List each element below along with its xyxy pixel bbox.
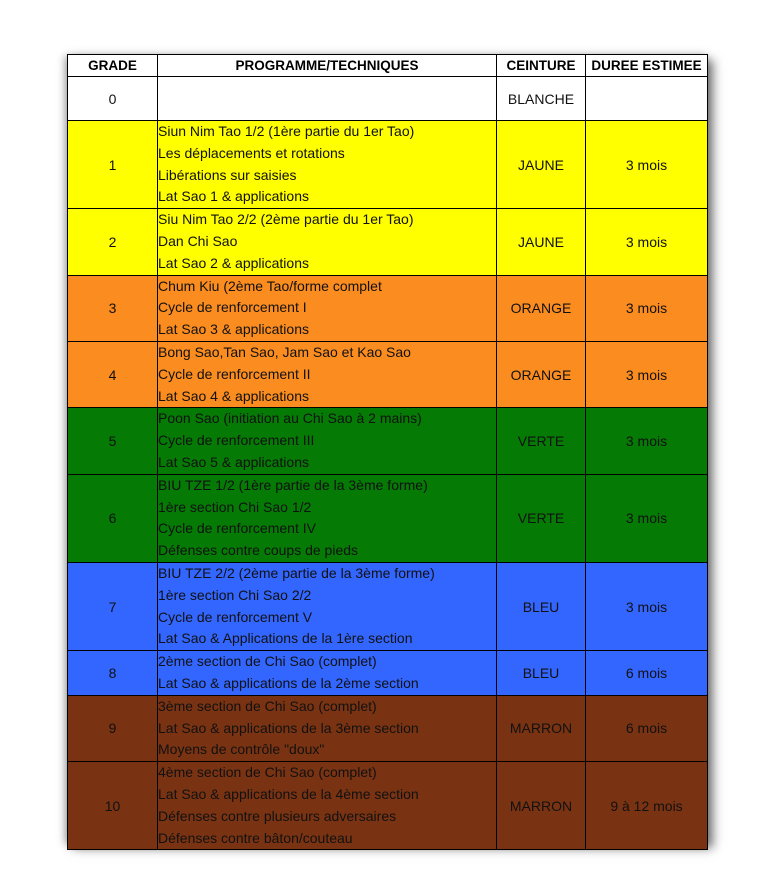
technique-line: Lat Sao & applications de la 2ème section xyxy=(158,674,419,691)
technique-line: Défenses contre plusieurs adversaires xyxy=(158,807,397,824)
programme-cell xyxy=(158,762,497,850)
technique-line: Libérations sur saisies xyxy=(158,166,297,183)
programme-cell xyxy=(158,695,497,761)
technique-line: BIU TZE 1/2 (1ère partie de la 3ème forme) xyxy=(158,476,428,493)
technique-line: Lat Sao 3 & applications xyxy=(158,321,309,338)
table-row xyxy=(68,209,708,275)
programme-cell xyxy=(158,275,497,341)
table-row xyxy=(68,275,708,341)
ceinture-cell: MARRON xyxy=(497,695,586,761)
duree-cell: 3 mois xyxy=(586,275,708,341)
table-row xyxy=(68,562,708,650)
technique-line: Cycle de renforcement II xyxy=(158,365,311,382)
programme-cell xyxy=(158,121,497,209)
ceinture-cell: VERTE xyxy=(497,408,586,474)
table-row xyxy=(68,77,708,121)
ceinture-cell: BLEU xyxy=(497,651,586,696)
grade-cell: 4 xyxy=(68,341,158,407)
technique-line: 1ère section Chi Sao 1/2 xyxy=(158,498,312,515)
technique-line: Les déplacements et rotations xyxy=(158,144,345,161)
duree-cell: 3 mois xyxy=(586,474,708,562)
duree-cell: 3 mois xyxy=(586,408,708,474)
grade-table xyxy=(67,54,708,850)
programme-cell xyxy=(158,341,497,407)
table-row xyxy=(68,341,708,407)
technique-line: Moyens de contrôle "doux" xyxy=(158,741,325,758)
ceinture-cell: JAUNE xyxy=(497,209,586,275)
technique-line: Lat Sao 1 & applications xyxy=(158,188,309,205)
technique-line: Siu Nim Tao 2/2 (2ème partie du 1er Tao) xyxy=(158,211,414,228)
programme-cell xyxy=(158,474,497,562)
duree-cell: 3 mois xyxy=(586,209,708,275)
ceinture-cell: JAUNE xyxy=(497,121,586,209)
duree-cell: 3 mois xyxy=(586,121,708,209)
header-row xyxy=(68,55,708,77)
header-duree: DUREE ESTIMEE xyxy=(586,55,708,77)
technique-line: BIU TZE 2/2 (2ème partie de la 3ème forme) xyxy=(158,564,435,581)
programme-cell xyxy=(158,408,497,474)
technique-line: 2ème section de Chi Sao (complet) xyxy=(158,653,377,670)
grade-cell: 5 xyxy=(68,408,158,474)
duree-cell: 6 mois xyxy=(586,695,708,761)
duree-cell: 6 mois xyxy=(586,651,708,696)
table-row xyxy=(68,695,708,761)
grade-cell: 9 xyxy=(68,695,158,761)
technique-line: Lat Sao 4 & applications xyxy=(158,387,309,404)
technique-line: Cycle de renforcement III xyxy=(158,432,315,449)
grade-cell: 2 xyxy=(68,209,158,275)
ceinture-cell: ORANGE xyxy=(497,341,586,407)
header-ceinture: CEINTURE xyxy=(497,55,586,77)
duree-cell: 3 mois xyxy=(586,562,708,650)
technique-line: 4ème section de Chi Sao (complet) xyxy=(158,764,377,781)
table-row xyxy=(68,408,708,474)
technique-line: Défenses contre coups de pieds xyxy=(158,542,359,559)
technique-line: Cycle de renforcement IV xyxy=(158,520,316,537)
duree-cell: 3 mois xyxy=(586,341,708,407)
technique-line: Bong Sao,Tan Sao, Jam Sao et Kao Sao xyxy=(158,343,411,360)
duree-cell: 9 à 12 mois xyxy=(586,762,708,850)
table-row xyxy=(68,762,708,850)
technique-line: Chum Kiu (2ème Tao/forme complet xyxy=(158,277,382,294)
technique-line: Cycle de renforcement V xyxy=(158,608,313,625)
grade-cell: 0 xyxy=(68,77,158,121)
ceinture-cell: BLANCHE xyxy=(497,77,586,121)
technique-line: 3ème section de Chi Sao (complet) xyxy=(158,697,377,714)
technique-line: Poon Sao (initiation au Chi Sao à 2 mains) xyxy=(158,410,422,427)
table-row xyxy=(68,121,708,209)
duree-cell xyxy=(586,77,708,121)
table-row xyxy=(68,474,708,562)
programme-cell xyxy=(158,77,497,121)
table-row xyxy=(68,651,708,696)
grade-table-frame xyxy=(67,54,707,846)
header-grade: GRADE xyxy=(68,55,158,77)
programme-cell xyxy=(158,651,497,696)
technique-line: Lat Sao 2 & applications xyxy=(158,254,309,271)
ceinture-cell: BLEU xyxy=(497,562,586,650)
programme-cell xyxy=(158,209,497,275)
technique-line: Lat Sao & applications de la 4ème section xyxy=(158,785,419,802)
header-programme: PROGRAMME/TECHNIQUES xyxy=(158,55,497,77)
programme-cell xyxy=(158,562,497,650)
grade-cell: 6 xyxy=(68,474,158,562)
ceinture-cell: VERTE xyxy=(497,474,586,562)
ceinture-cell: ORANGE xyxy=(497,275,586,341)
technique-line: Lat Sao & applications de la 3ème section xyxy=(158,719,419,736)
grade-cell: 8 xyxy=(68,651,158,696)
technique-line: Dan Chi Sao xyxy=(158,232,238,249)
grade-cell: 3 xyxy=(68,275,158,341)
technique-line: Défenses contre bâton/couteau xyxy=(158,829,353,846)
grade-cell: 7 xyxy=(68,562,158,650)
technique-line: 1ère section Chi Sao 2/2 xyxy=(158,586,312,603)
technique-line: Lat Sao & Applications de la 1ère section xyxy=(158,630,413,647)
technique-line: Siun Nim Tao 1/2 (1ère partie du 1er Tao) xyxy=(158,123,415,139)
grade-cell: 10 xyxy=(68,762,158,850)
technique-line: Lat Sao 5 & applications xyxy=(158,453,309,470)
grade-cell: 1 xyxy=(68,121,158,209)
technique-line: Cycle de renforcement I xyxy=(158,299,307,316)
ceinture-cell: MARRON xyxy=(497,762,586,850)
